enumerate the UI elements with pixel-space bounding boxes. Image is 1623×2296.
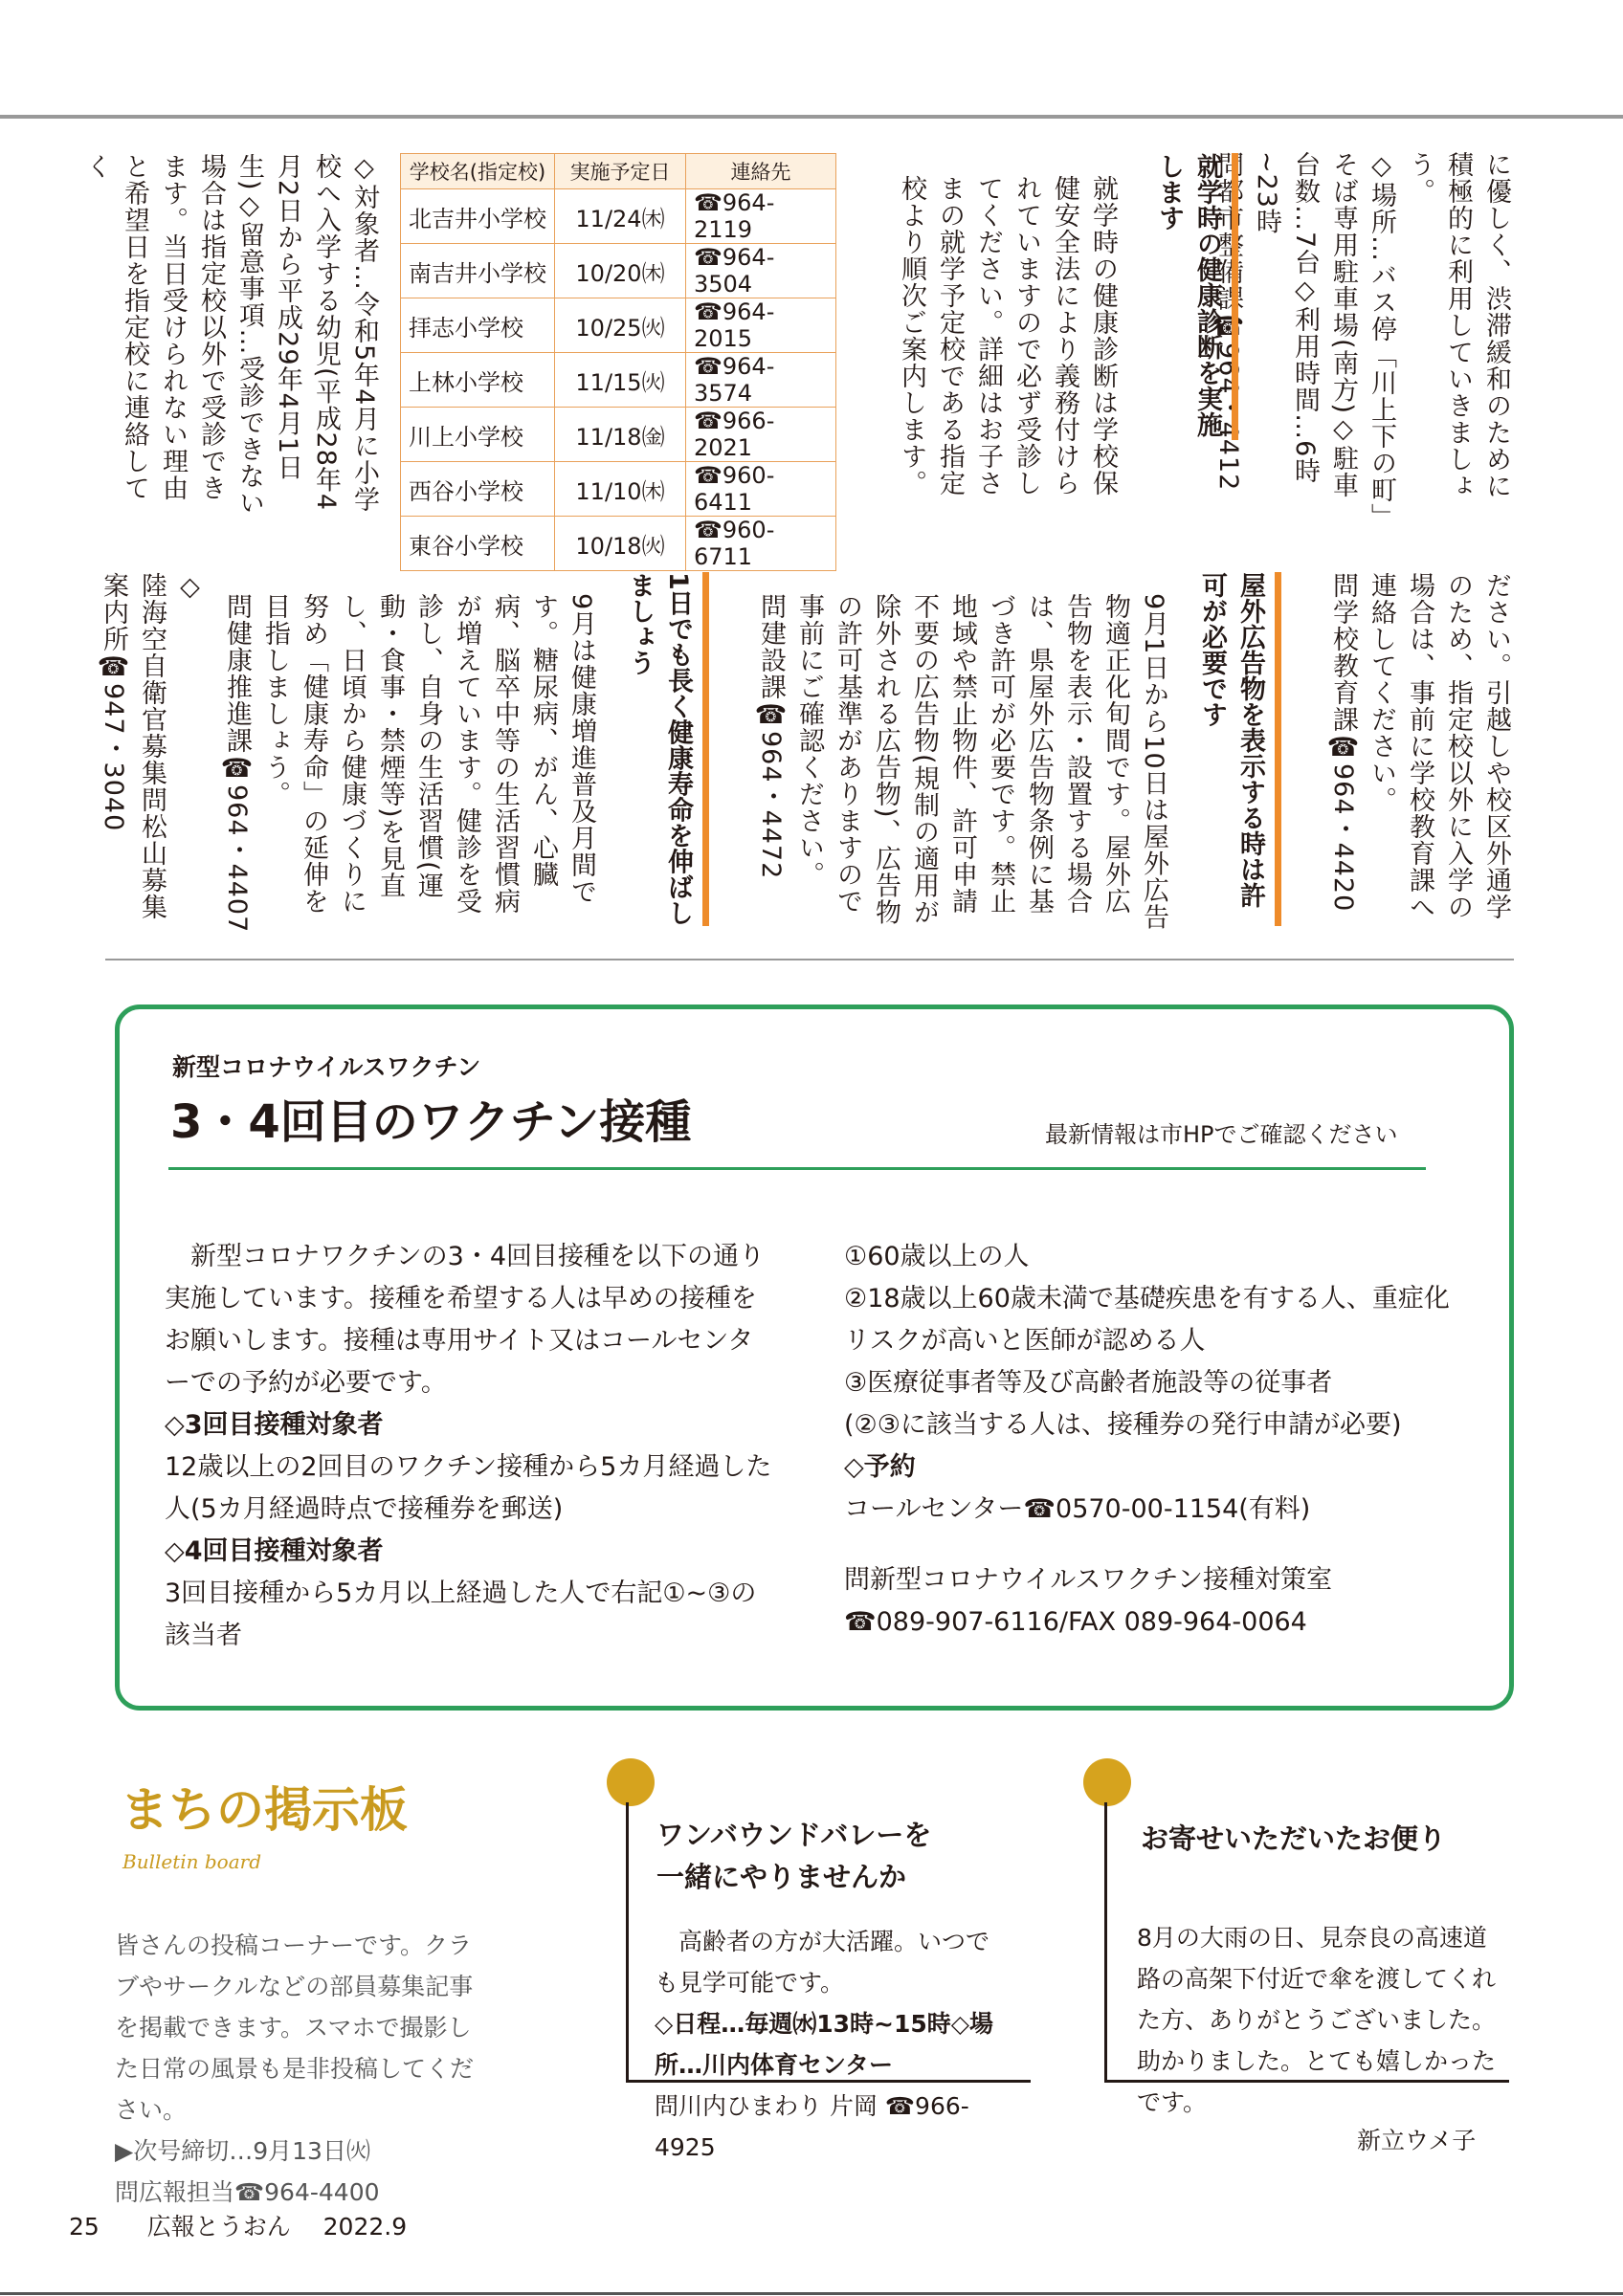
dose3-text: 12歳以上の2回目のワクチン接種から5カ月経過した人(5カ月経過時点で接種券を郵送) <box>165 1452 772 1524</box>
pin-icon <box>607 1758 655 1806</box>
letter-signature: 新立ウメ子 <box>1357 2127 1477 2154</box>
school-cell: 拝志小学校 <box>401 298 555 353</box>
table-row <box>401 244 836 298</box>
issue-date: 2022.9 <box>322 2213 408 2241</box>
dose4-text: 3回目接種から5カ月以上経過した人で右記①~③の該当者 <box>165 1578 757 1650</box>
table-row <box>401 462 836 517</box>
vaccine-phone-fax: ☎089-907-6116/FAX 089-964-0064 <box>844 1607 1307 1637</box>
footer <box>69 2208 407 2242</box>
volleyball-contact: 問川内ひまわり 片岡 ☎966-4925 <box>655 2092 969 2161</box>
board-desc-text: 皆さんの投稿コーナーです。クラブやサークルなどの部員募集記事を掲載できます。スマホで撮影した日常の風景も是非投稿してください。 <box>115 1932 475 2124</box>
phone-cell: ☎964-3574 <box>686 353 836 408</box>
date-cell: 11/15㈫ <box>555 353 686 408</box>
phone-cell: ☎960-6411 <box>686 462 836 517</box>
volleyball-body <box>655 1921 1009 2168</box>
date-cell: 11/24㈭ <box>555 189 686 244</box>
phone-cell: ☎960-6711 <box>686 517 836 571</box>
phone-cell: ☎964-2119 <box>686 189 836 244</box>
vaccine-note: 最新情報は市HPでご確認ください <box>1045 1121 1398 1148</box>
health-check-body: 就学時の健康診断は学校保健安全法により義務付けられていますので必ず受診してください。詳細はお子さまの就学予定校である指定校より順次ご案内します。 <box>897 175 1118 497</box>
school-transfer-column: ださい。引越しや校区外通学のため、指定校以外に入学の場合は、事前に学校教育課へ連絡してください。 問学校教育課☎964・4420 <box>1328 572 1511 920</box>
reservation-heading: ◇予約 <box>844 1452 916 1482</box>
dose4-heading: ◇4回目接種対象者 <box>165 1536 384 1566</box>
criteria-2: ②18歳以上60歳未満で基礎疾患を有する人、重症化リスクが高いと医師が認める人 <box>844 1284 1450 1356</box>
criteria-1: ①60歳以上の人 <box>844 1242 1030 1271</box>
school-cell: 上林小学校 <box>401 353 555 408</box>
publication-name: 広報とうおん <box>146 2213 291 2241</box>
board-deadline: ▶次号締切…9月13日㈫ <box>115 2137 370 2165</box>
school-cell: 東谷小学校 <box>401 517 555 571</box>
phone-cell: ☎964-2015 <box>686 298 836 353</box>
table-row <box>401 408 836 462</box>
date-cell: 11/18㈮ <box>555 408 686 462</box>
phone-cell: ☎964-3504 <box>686 244 836 298</box>
criteria-3: ③医療従事者等及び高齢者施設等の従事者 <box>844 1368 1333 1398</box>
outdoor-ad-title: 屋外広告物を表示する時は許可が必要です <box>1185 572 1281 926</box>
outdoor-ad-body: 9月1日から10日は屋外広告物適正化旬間です。屋外広告物を表示・設置する場合は、県屋外広告物条例に基づき許可が必要です。禁止地域や禁止物件、許可申請不要の広告物(規制の適用が除外される広告物)、広告物の許可基準がありますので事前にご確認ください。 問建設課☎964・4472 <box>756 593 1168 931</box>
vaccine-intro: 新型コロナワクチンの3・4回目接種を以下の通り実施しています。接種を希望する人は早めの接種をお願いします。接種は専用サイト又はコールセンターでの予約が必要です。 <box>165 1242 766 1398</box>
table-header-date: 実施予定日 <box>555 154 686 189</box>
vaccine-kicker: 新型コロナウイルスワクチン <box>172 1053 481 1081</box>
criteria-note: (②③に該当する人は、接種券の発行申請が必要) <box>844 1410 1402 1440</box>
health-check-title: 就学時の健康診断を実施します <box>1142 153 1238 440</box>
vaccine-divider <box>168 1167 1426 1170</box>
pin-icon <box>1083 1758 1131 1806</box>
top-rule <box>0 115 1623 119</box>
volleyball-desc: 高齢者の方が大活躍。いつでも見学可能です。 <box>655 1928 990 1997</box>
school-cell: 南吉井小学校 <box>401 244 555 298</box>
health-life-title: 1日でも長く健康寿命を伸ばしましょう <box>612 572 709 926</box>
school-cell: 北吉井小学校 <box>401 189 555 244</box>
target-notes-column: ◇対象者…令和5年4月に小学校へ入学する幼児(平成28年4月2日から平成29年4月1日生)◇留意事項…受診できない場合は指定校以外で受診できます。当日受けられない理由と希望日を指定校に連絡してく <box>81 153 379 517</box>
dose3-heading: ◇3回目接種対象者 <box>165 1410 384 1440</box>
table-row <box>401 517 836 571</box>
school-schedule-table <box>400 153 836 571</box>
letter-body: 8月の大雨の日、見奈良の高速道路の高架下付近で傘を渡してくれた方、ありがとうございました。助かりました。とても嬉しかったです。 <box>1137 1924 1497 2116</box>
date-cell: 11/10㈭ <box>555 462 686 517</box>
sdf-recruit-column: ◇ 陸海空自衛官募集問松山募集案内所☎947・3040 <box>99 572 205 920</box>
letter-title: お寄せいただいたお便り <box>1141 1822 1447 1855</box>
volleyball-title: ワンバウンドバレーを 一緒にやりませんか <box>656 1819 932 1893</box>
table-header-contact: 連絡先 <box>686 154 836 189</box>
bottom-rule <box>0 2292 1623 2295</box>
board-description <box>115 1925 488 2213</box>
vaccine-right-column <box>844 1236 1456 1644</box>
phone-cell: ☎966-2021 <box>686 408 836 462</box>
table-row <box>401 298 836 353</box>
health-life-body: 9月は健康増進普及月間です。糖尿病、がん、心臓病、脳卒中等の生活習慣病が増えています。健診を受診し、自身の生活習慣(運動・食事・禁煙等)を見直し、日頃から健康づくりに努め「健康寿命」の延伸を目指しましょう。 問健康推進課☎964・4407 <box>222 593 596 934</box>
vaccine-title: 3・4回目のワクチン接種 <box>170 1095 692 1149</box>
vaccine-office: 問新型コロナウイルスワクチン接種対策室 <box>844 1565 1333 1595</box>
date-cell: 10/25㈫ <box>555 298 686 353</box>
page-number: 25 <box>69 2213 100 2241</box>
mid-rule <box>105 959 1514 960</box>
table-row <box>401 353 836 408</box>
parking-column: に優しく、渋滞緩和のために積極的に利用していきましょう。 ◇場所…バス停「川上下の町」そば専用駐車場(南方)◇駐車台数…7台◇利用時間…6時~23時 問都市整備課☎964・4412 <box>1213 151 1511 518</box>
board-title: まちの掲示板 <box>121 1782 408 1838</box>
call-center: コールセンター☎0570-00-1154(有料) <box>844 1494 1311 1524</box>
school-cell: 川上小学校 <box>401 408 555 462</box>
board-contact: 問広報担当☎964-4400 <box>115 2178 380 2206</box>
board-subtitle: Bulletin board <box>122 1850 262 1873</box>
table-row <box>401 189 836 244</box>
school-cell: 西谷小学校 <box>401 462 555 517</box>
date-cell: 10/20㈭ <box>555 244 686 298</box>
volleyball-schedule: ◇日程…毎週㈬13時~15時◇場所…川内体育センター <box>655 2010 993 2079</box>
date-cell: 10/18㈫ <box>555 517 686 571</box>
table-header-school: 学校名(指定校) <box>401 154 555 189</box>
vaccine-left-column <box>165 1236 777 1657</box>
